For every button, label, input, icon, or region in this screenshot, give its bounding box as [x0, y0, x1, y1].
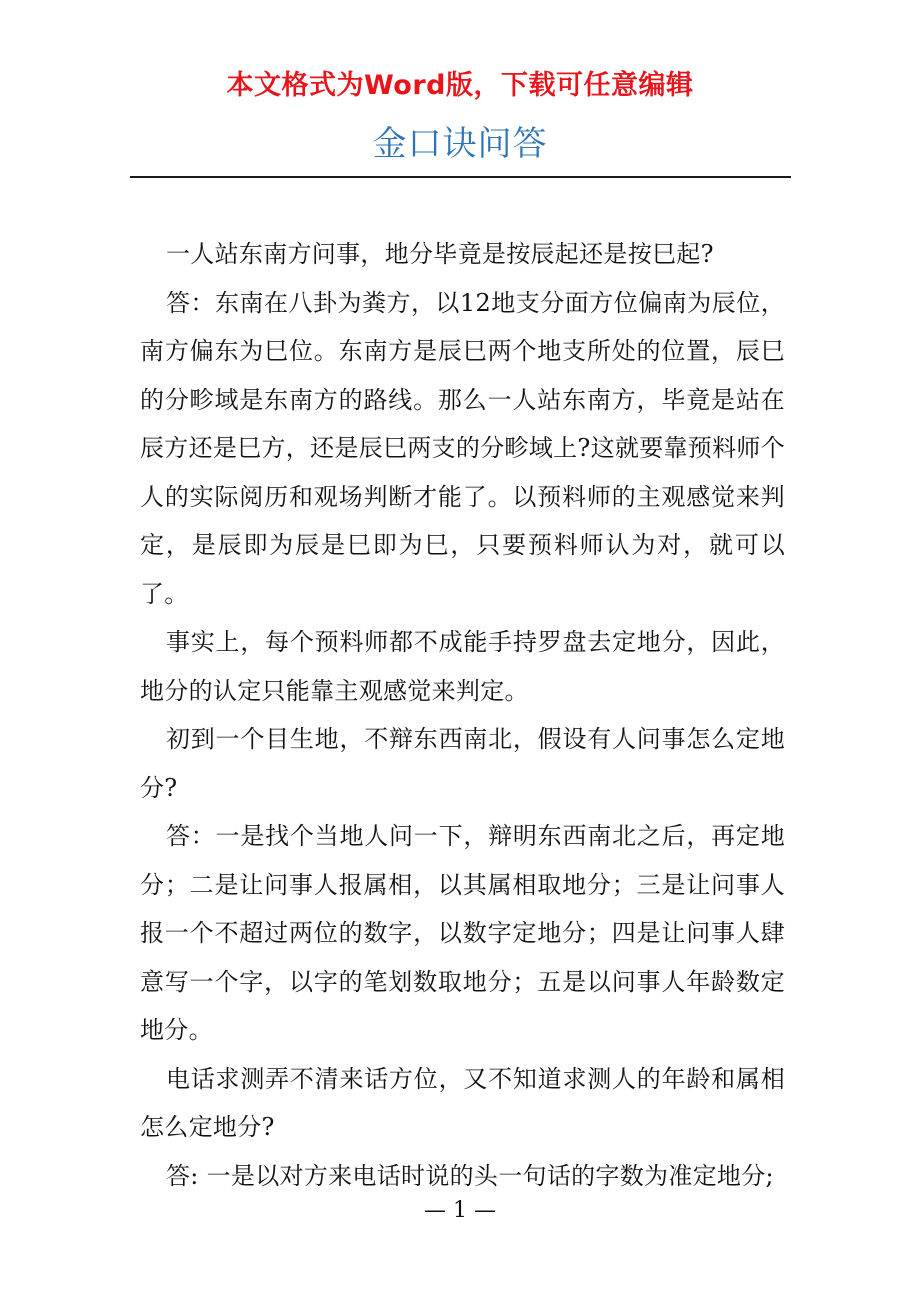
- paragraph: 初到一个目生地，不辩东西南北，假设有人问事怎么定地分?: [140, 725, 785, 802]
- document-body: [140, 230, 785, 1200]
- paragraph: 答：一是找个当地人问一下，辩明东西南北之后，再定地分；二是让问事人报属相，以其属相取地分；三是让问事人报一个不超过两位的数字，以数字定地分；四是让问事人肆意写一个字，以字的笔划数取地分；五是以问事人年龄数定地分。: [140, 822, 785, 1044]
- format-banner: 本文格式为Word版，下载可任意编辑: [226, 70, 694, 101]
- page-number: — 1 —: [424, 1198, 496, 1223]
- paragraph: 答: 一是以对方来电话时说的头一句话的字数为准定地分;: [166, 1161, 774, 1190]
- paragraph: 电话求测弄不清来话方位，又不知道求测人的年龄和属相怎么定地分?: [140, 1064, 785, 1141]
- title-divider: [130, 176, 791, 178]
- paragraph: 答：东南在八卦为粪方，以12地支分面方位偏南为辰位，南方偏东为巳位。东南方是辰巳两个地支所处的位置，辰巳的分畛域是东南方的路线。那么一人站东南方，毕竟是站在辰方还是巳方，还是辰巳两支的分畛域上?这就要靠预料师个人的实际阅历和观场判断才能了。以预料师的主观感觉来判定，是辰即为辰是巳即为巳，只要预料师认为对，就可以了。: [140, 288, 785, 608]
- paragraph: 一人站东南方问事，地分毕竟是按辰起还是按巳起?: [166, 240, 714, 268]
- paragraph: 事实上，每个预料师都不成能手持罗盘去定地分，因此，地分的认定只能靠主观感觉来判定。: [140, 628, 785, 705]
- document-title: 金口诀问答: [372, 124, 548, 164]
